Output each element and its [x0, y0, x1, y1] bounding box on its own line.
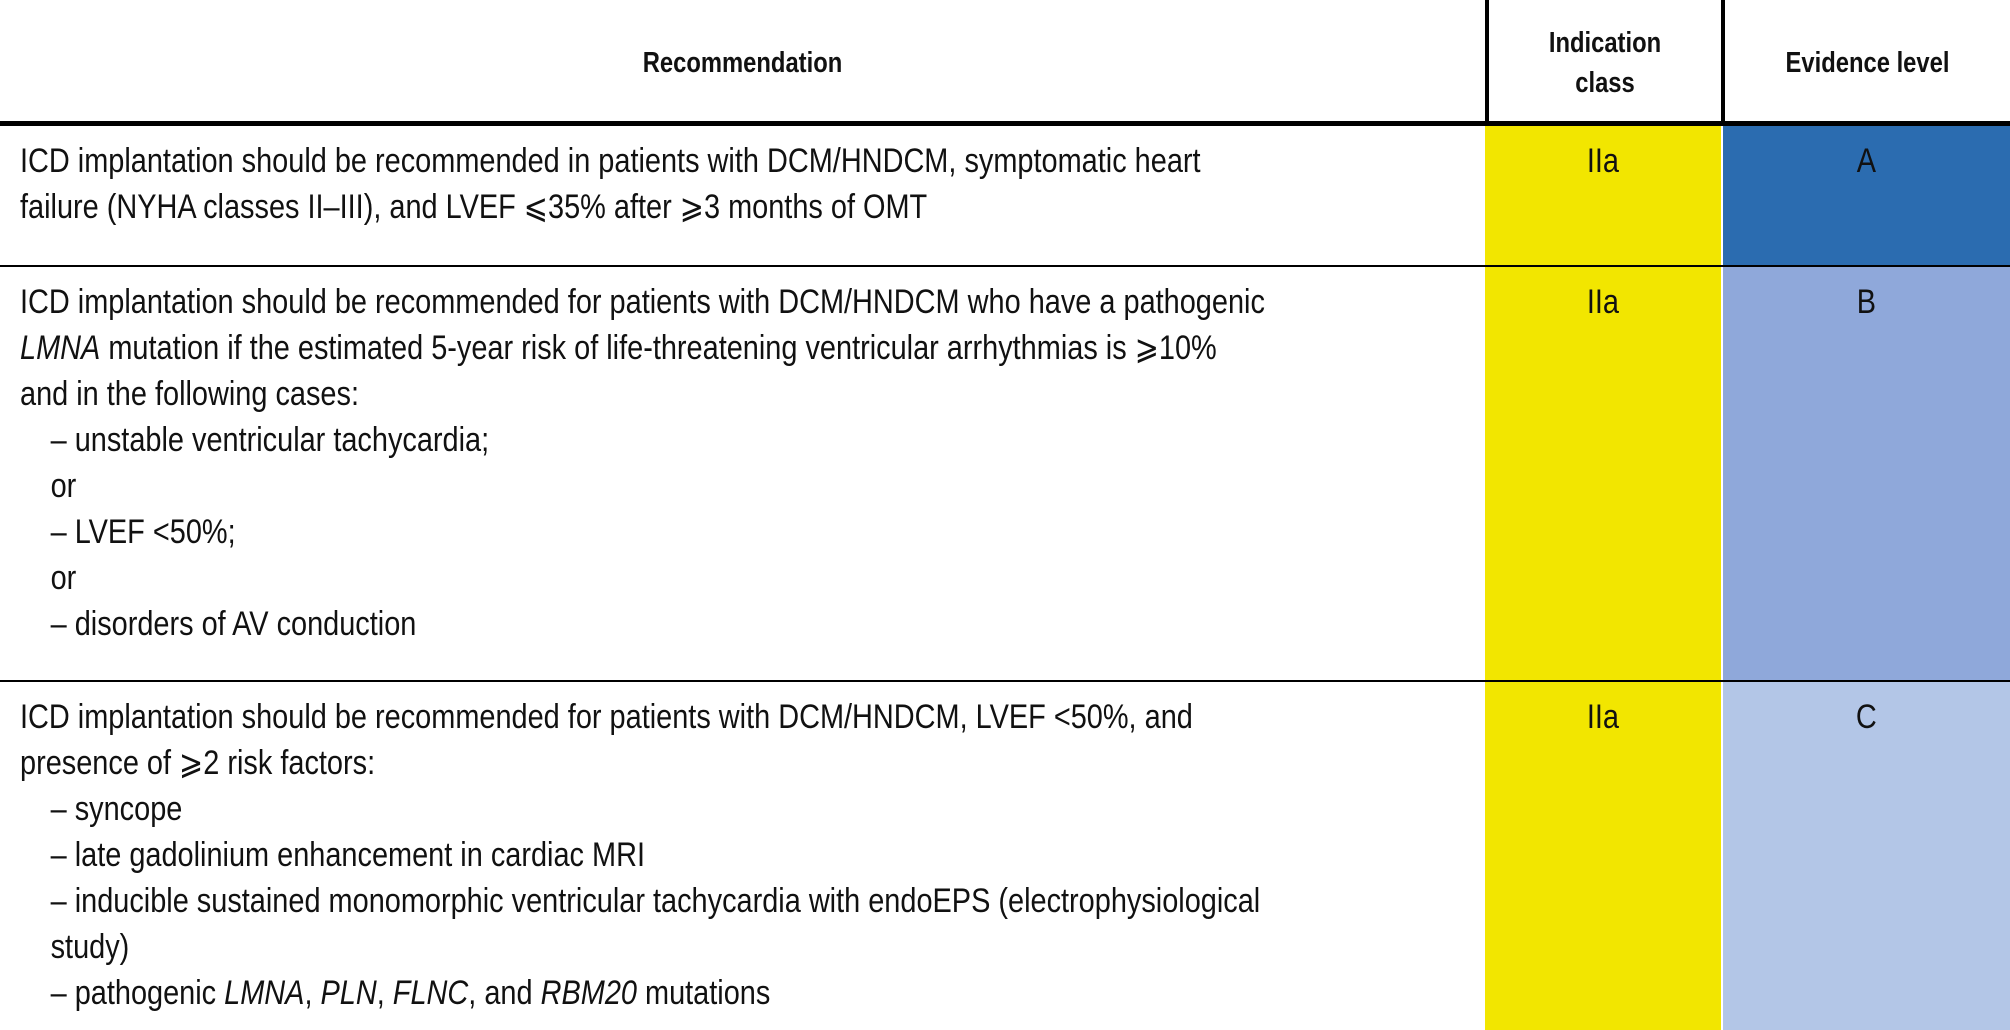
list-item-text: – pathogenic [50, 974, 225, 1012]
indication-class-cell [1485, 267, 1721, 680]
recommendation-line: ICD implantation should be recommended for patients with DCM/HNDCM, LVEF <50%, and [20, 698, 1193, 736]
recommendation-line: ICD implantation should be recommended for patients with DCM/HNDCM who have a pathogenic [20, 283, 1265, 321]
header-evidence-level: Evidence level [1785, 47, 1950, 79]
gene-name: LMNA [224, 974, 305, 1012]
list-item: – inducible sustained monomorphic ventricular tachycardia with endoEPS (electrophysiological [50, 882, 1261, 920]
table-row [0, 682, 2010, 1030]
indication-class-value: IIa [1586, 698, 1620, 736]
separator: , [304, 974, 321, 1012]
separator: , and [468, 974, 541, 1012]
evidence-level-value: C [1856, 698, 1877, 736]
recommendation-line: failure (NYHA classes II–III), and LVEF ⩽35% after ⩾3 months of OMT [20, 188, 928, 226]
table-row [0, 126, 2010, 267]
evidence-level-value: B [1856, 283, 1877, 321]
recommendation-line-rest: mutation if the estimated 5-year risk of life-threatening ventricular arrhythmias is ⩾10% [100, 329, 1217, 367]
recommendation-text [20, 138, 1482, 230]
header-recommendation: Recommendation [642, 47, 843, 79]
header-divider [1721, 0, 1725, 126]
gene-name: LMNA [20, 329, 101, 367]
list-item: – disorders of AV conduction [50, 605, 417, 643]
evidence-level-cell [1723, 682, 2010, 1030]
evidence-level-value: A [1856, 142, 1877, 180]
table-header [0, 0, 2010, 126]
evidence-level-cell [1723, 126, 2010, 265]
evidence-level-cell [1723, 267, 2010, 680]
header-indication-class: Indication class [1548, 27, 1662, 99]
indication-class-cell [1485, 126, 1721, 265]
indication-class-value: IIa [1586, 142, 1620, 180]
recommendation-line [20, 325, 1482, 371]
list-item [20, 970, 1482, 1016]
list-item: or [50, 467, 77, 505]
list-item-text: mutations [636, 974, 771, 1012]
gene-name: RBM20 [540, 974, 637, 1012]
list-item: – syncope [50, 790, 183, 828]
list-item: study) [50, 928, 130, 966]
list-item: or [50, 559, 77, 597]
gene-name: FLNC [392, 974, 469, 1012]
list-item: – late gadolinium enhancement in cardiac MRI [50, 836, 645, 874]
recommendation-text [20, 694, 1482, 1016]
recommendation-text [20, 279, 1482, 647]
recommendation-line: and in the following cases: [20, 375, 359, 413]
recommendation-line: ICD implantation should be recommended in patients with DCM/HNDCM, symptomatic heart [20, 142, 1201, 180]
table-row [0, 267, 2010, 682]
recommendation-line: presence of ⩾2 risk factors: [20, 744, 376, 782]
list-item: – unstable ventricular tachycardia; [50, 421, 490, 459]
indication-class-cell [1485, 682, 1721, 1030]
gene-name: PLN [320, 974, 377, 1012]
separator: , [376, 974, 393, 1012]
list-item: – LVEF <50%; [50, 513, 236, 551]
indication-class-value: IIa [1586, 283, 1620, 321]
header-divider [1485, 0, 1489, 126]
